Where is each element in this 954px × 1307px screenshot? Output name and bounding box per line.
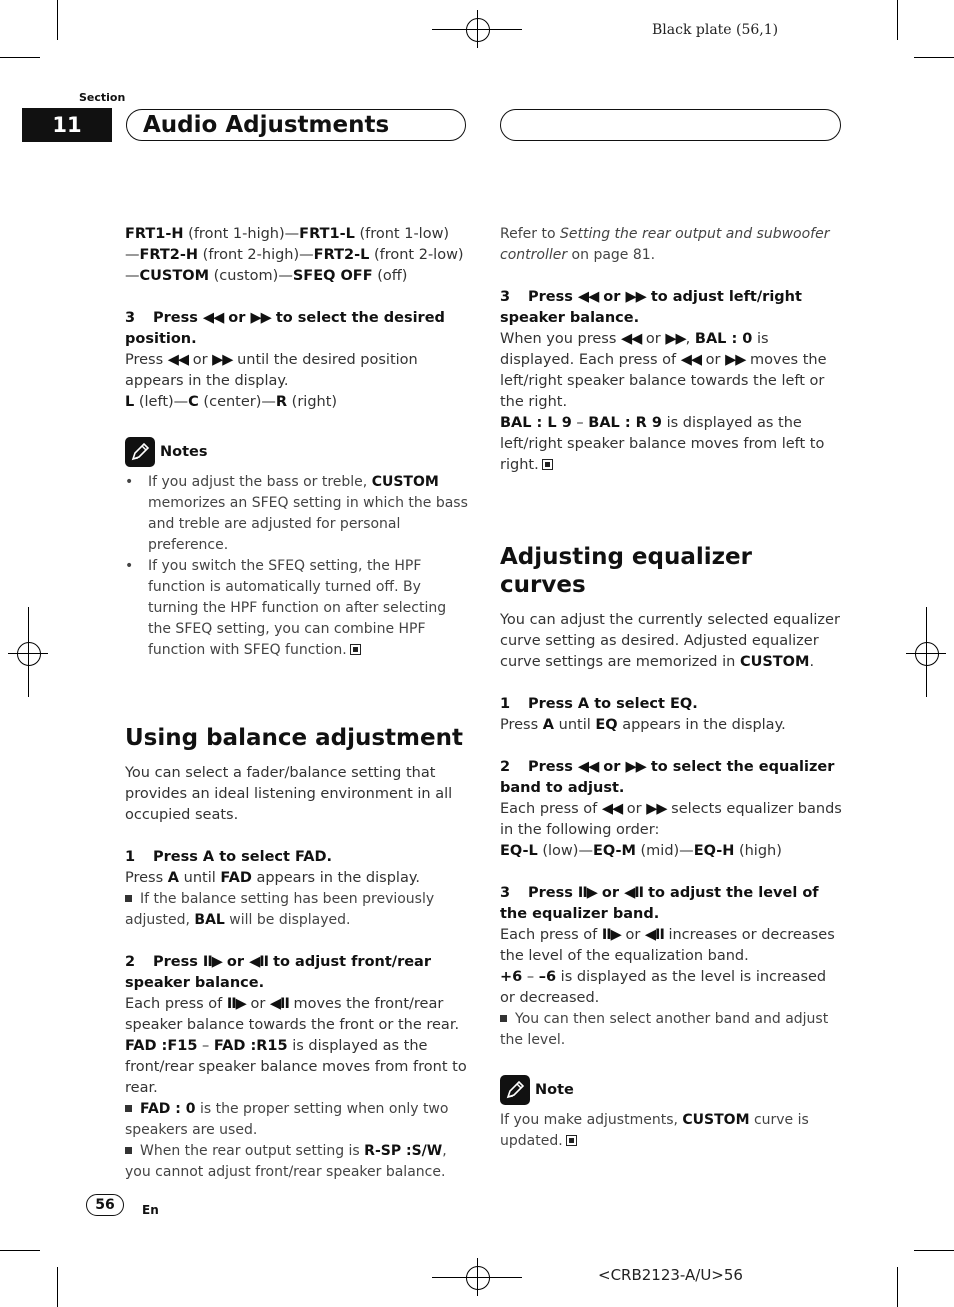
eq-step-1-body: Press A until EQ appears in the display.	[500, 717, 786, 733]
end-mark-icon	[542, 459, 553, 470]
balance-step-2-range: FAD :F15 – FAD :R15 is displayed as the front/rear speaker balance moves from front to rear.	[125, 1038, 467, 1096]
refer-text: Refer to Setting the rear output and subwoofer controller on page 81.	[500, 226, 830, 263]
balance-step-2-body: Each press of II▶ or ◀II moves the front/rear speaker balance towards the front or the rear.	[125, 996, 460, 1033]
plate-label: Black plate (56,1)	[652, 22, 779, 38]
square-bullet-icon	[125, 1147, 132, 1154]
square-bullet-icon	[125, 895, 132, 902]
position-sequence: L (left)—C (center)—R (right)	[125, 394, 338, 410]
step-3-select-position: 3 Press ◀◀ or ▶▶ to select the desired position.	[125, 310, 445, 347]
eq-step-3-range: +6 – –6 is displayed as the level is increased or decreased.	[500, 969, 827, 1006]
eq-step-3-note: You can then select another band and adjust the level.	[500, 1011, 829, 1048]
section-number: 11	[22, 108, 112, 142]
square-bullet-icon	[125, 1105, 132, 1112]
balance-step-1-body: Press A until FAD appears in the display.	[125, 870, 420, 886]
pencil-note-icon	[500, 1075, 530, 1105]
balance-step-3: 3 Press ◀◀ or ▶▶ to adjust left/right speaker balance.	[500, 289, 802, 326]
section-title-box	[126, 109, 466, 141]
notes-label: Notes	[160, 443, 208, 460]
note-label: Note	[535, 1081, 574, 1098]
balance-step-2-note-2: When the rear output setting is R-SP :S/W, you cannot adjust front/rear speaker balance.	[125, 1143, 447, 1180]
document-code: <CRB2123-A/U>56	[598, 1266, 743, 1284]
balance-intro: You can select a fader/balance setting that provides an ideal listening environment in all occupied seats.	[125, 765, 453, 823]
balance-step-3-body: When you press ◀◀ or ▶▶, BAL : 0 is displayed. Each press of ◀◀ or ▶▶ moves the left/right speaker balance towards the left or the right.	[500, 331, 827, 410]
note-text: If you make adjustments, CUSTOM curve is updated.	[500, 1112, 809, 1149]
section-title: Audio Adjustments	[143, 112, 390, 138]
balance-step-3-range: BAL : L 9 – BAL : R 9 is displayed as the left/right speaker balance moves from left to right.	[500, 415, 825, 473]
language-label: En	[142, 1203, 159, 1217]
eq-step-1: 1 Press A to select EQ.	[500, 696, 698, 712]
section-label: Section	[79, 91, 126, 104]
step-3-body: Press ◀◀ or ▶▶ until the desired position appears in the display.	[125, 352, 418, 389]
note-header	[500, 1075, 845, 1105]
notes-list	[125, 472, 470, 661]
balance-step-1: 1 Press A to select FAD.	[125, 849, 332, 865]
balance-step-1-note: If the balance setting has been previously adjusted, BAL will be displayed.	[125, 891, 435, 928]
heading-equalizer-curves: Adjusting equalizer curves	[500, 544, 752, 598]
heading-balance-adjustment: Using balance adjustment	[125, 725, 463, 751]
pencil-note-icon	[125, 437, 155, 467]
right-column	[500, 224, 845, 1152]
eq-step-3: 3 Press II▶ or ◀II to adjust the level of the equalizer band.	[500, 885, 819, 922]
eq-step-2: 2 Press ◀◀ or ▶▶ to select the equalizer band to adjust.	[500, 759, 835, 796]
page-number: 56	[86, 1194, 124, 1216]
notes-header	[125, 437, 470, 467]
note-item: • If you switch the SFEQ setting, the HPF function is automatically turned off. By turning the HPF function on after selecting the SFEQ setting, you can combine HPF function with SFEQ function.	[125, 558, 447, 658]
eq-band-order: EQ-L (low)—EQ-M (mid)—EQ-H (high)	[500, 843, 782, 859]
left-column	[125, 224, 470, 1183]
sfeq-sequence: FRT1-H (front 1-high)—FRT1-L (front 1-low) —FRT2-H (front 2-high)—FRT2-L (front 2-low) —CUSTOM (custom)—SFEQ OFF (off)	[125, 226, 464, 284]
section-title-box-empty	[500, 109, 841, 141]
eq-step-2-body: Each press of ◀◀ or ▶▶ selects equalizer bands in the following order:	[500, 801, 842, 838]
end-mark-icon	[350, 644, 361, 655]
balance-step-2-note-1: FAD : 0 is the proper setting when only two speakers are used.	[125, 1101, 449, 1138]
end-mark-icon	[566, 1135, 577, 1146]
balance-step-2: 2 Press II▶ or ◀II to adjust front/rear speaker balance.	[125, 954, 431, 991]
eq-step-3-body: Each press of II▶ or ◀II increases or decreases the level of the equalization band.	[500, 927, 835, 964]
note-item: • If you adjust the bass or treble, CUSTOM memorizes an SFEQ setting in which the bass and treble are adjusted for personal preference.	[125, 474, 468, 553]
eq-intro: You can adjust the currently selected equalizer curve setting as desired. Adjusted equalizer curve settings are memorized in CUSTOM.	[500, 612, 840, 670]
square-bullet-icon	[500, 1015, 507, 1022]
